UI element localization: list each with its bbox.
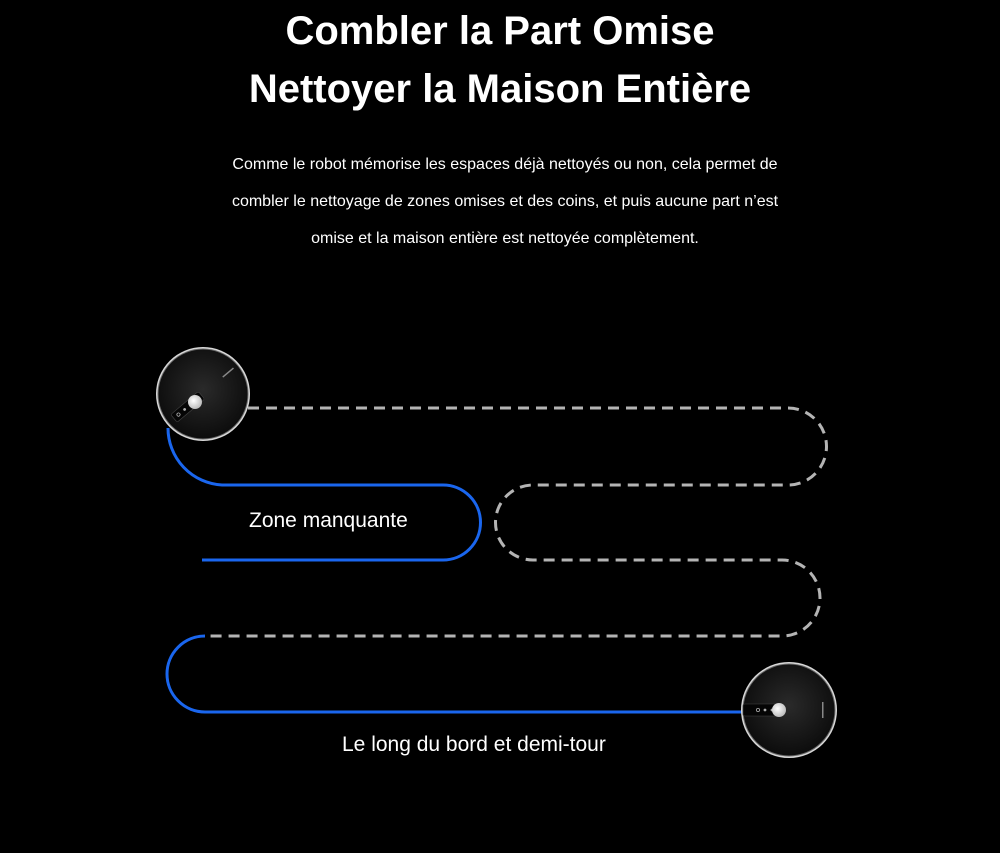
title-line-1: Combler la Part Omise [285, 9, 715, 53]
description-line-3: omise et la maison entière est nettoyée complètement. [311, 230, 699, 247]
cleaned-path-upper [168, 428, 481, 560]
robot-vacuum-icon [156, 347, 250, 441]
robot-vacuum-icon [741, 662, 837, 758]
title-line-2: Nettoyer la Maison Entière [248, 67, 752, 111]
description-line-2: combler le nettoyage de zones omises et des coins, et puis aucune part n’est [231, 193, 779, 210]
cleaned-path-lower [167, 636, 745, 712]
edge-and-turn-label: Le long du bord et demi-tour [342, 733, 606, 756]
missing-zone-label: Zone manquante [249, 509, 408, 532]
description-line-1: Comme le robot mémorise les espaces déjà nettoyés ou non, cela permet de [232, 156, 778, 173]
